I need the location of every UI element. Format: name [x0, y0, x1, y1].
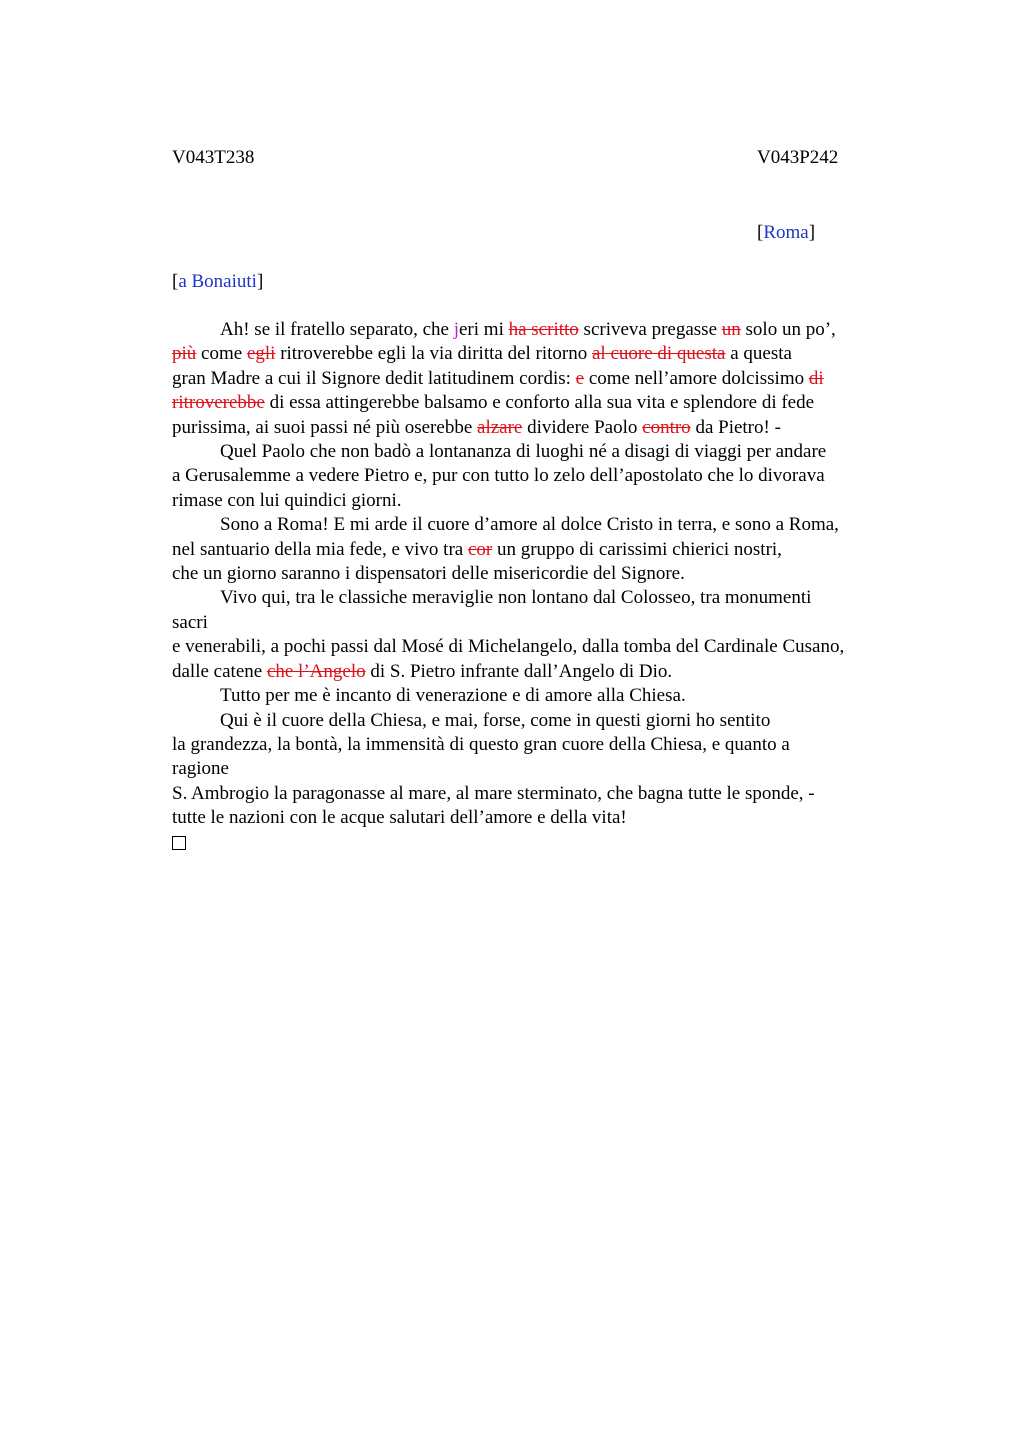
deleted-text: più	[172, 343, 197, 365]
letter-body	[172, 318, 912, 857]
bracket-close: ]	[256, 271, 264, 292]
document-code-left: V043T238	[172, 147, 255, 168]
text-run: dalle catene	[172, 660, 267, 682]
paragraph-2: Quel Paolo che non badò a lontananza di luoghi né a disagi di viaggi per andare	[220, 441, 827, 463]
text-run: come nell’amore dolcissimo	[584, 367, 809, 389]
paragraph-3-line-2	[172, 538, 912, 562]
paragraph-2-line-2: a Gerusalemme a vedere Pietro e, pur con tutto lo zelo dell’apostolato che lo divorava	[172, 465, 825, 487]
paragraph-1	[172, 318, 912, 342]
paragraph-1-line-5	[172, 416, 912, 440]
text-run: come	[196, 343, 247, 365]
paragraph-4: Vivo qui, tra le classiche meraviglie non lontano dal Colosseo, tra monumenti	[220, 587, 812, 609]
deleted-text: un	[721, 319, 741, 340]
deleted-text: che l’Angelo	[266, 660, 366, 682]
inserted-letter: j	[453, 319, 459, 340]
paragraph-6-line-3: ragione	[172, 758, 229, 780]
place-annotation	[757, 221, 815, 245]
text-run: gran Madre a cui il Signore dedit latitudinem cordis:	[172, 367, 576, 389]
text-run: ritroverebbe egli la via diritta del ritorno	[275, 343, 592, 365]
paragraph-3: Sono a Roma! E mi arde il cuore d’amore al dolce Cristo in terra, e sono a Roma,	[220, 514, 839, 536]
text-run: di S. Pietro infrante dall’Angelo di Dio.	[365, 660, 673, 682]
text-run: nel santuario della mia fede, e vivo tra	[172, 538, 468, 560]
paragraph-3-line-3: che un giorno saranno i dispensatori delle misericordie del Signore.	[172, 563, 685, 585]
deleted-text: cor	[467, 538, 493, 560]
deleted-text: di	[808, 367, 824, 389]
paragraph-6-line-5: tutte le nazioni con le acque salutari dell’amore e della vita!	[172, 807, 627, 829]
deleted-text: egli	[246, 343, 276, 365]
paragraph-2-line-3: rimase con lui quindici giorni.	[172, 489, 402, 511]
text-run: di essa attingerebbe balsamo e conforto alla sua vita e splendore di fede	[264, 392, 815, 414]
paragraph-6: Qui è il cuore della Chiesa, e mai, forse, come in questi giorni ho sentito	[220, 709, 771, 731]
end-marker	[172, 831, 912, 857]
bracket-open: [	[757, 222, 764, 243]
paragraph-6-line-2: la grandezza, la bontà, la immensità di questo gran cuore della Chiesa, e quanto a	[172, 733, 790, 755]
text-run: Ah! se il fratello separato, che	[220, 319, 454, 340]
deleted-text: ha scritto	[508, 319, 579, 340]
text-run: scriveva pregasse	[578, 319, 722, 340]
paragraph-5: Tutto per me è incanto di venerazione e di amore alla Chiesa.	[220, 685, 686, 707]
text-run: purissima, ai suoi passi né più oserebbe	[172, 416, 478, 438]
paragraph-4-line-4	[172, 660, 912, 684]
paragraph-1-line-4	[172, 391, 912, 415]
deleted-text: al cuore di questa	[592, 343, 726, 365]
text-run: dividere Paolo	[522, 416, 643, 438]
text-run: da Pietro! -	[690, 416, 781, 438]
deleted-text: alzare	[477, 416, 523, 438]
paragraph-1-line-3	[172, 367, 912, 391]
document-code-right: V043P242	[757, 147, 839, 168]
text-run: un gruppo di carissimi chierici nostri,	[492, 538, 782, 560]
text-run: a questa	[725, 343, 792, 365]
deleted-text: contro	[642, 416, 691, 438]
paragraph-4-line-2: sacri	[172, 611, 208, 633]
place-name: Roma	[763, 222, 809, 243]
recipient-name: a Bonaiuti	[178, 271, 257, 292]
deleted-text: e	[575, 367, 585, 389]
paragraph-6-line-4: S. Ambrogio la paragonasse al mare, al mare sterminato, che bagna tutte le sponde, -	[172, 782, 815, 804]
end-box-icon	[172, 836, 186, 850]
bracket-open: [	[172, 271, 179, 292]
deleted-text: ritroverebbe	[172, 392, 265, 414]
text-run: eri mi	[459, 319, 509, 340]
bracket-close: ]	[808, 222, 816, 243]
text-run: solo un po’,	[740, 319, 836, 340]
paragraph-1-line-2	[172, 342, 912, 366]
paragraph-4-line-3: e venerabili, a pochi passi dal Mosé di Michelangelo, dalla tomba del Cardinale Cusano,	[172, 636, 845, 658]
recipient-annotation	[172, 270, 263, 294]
